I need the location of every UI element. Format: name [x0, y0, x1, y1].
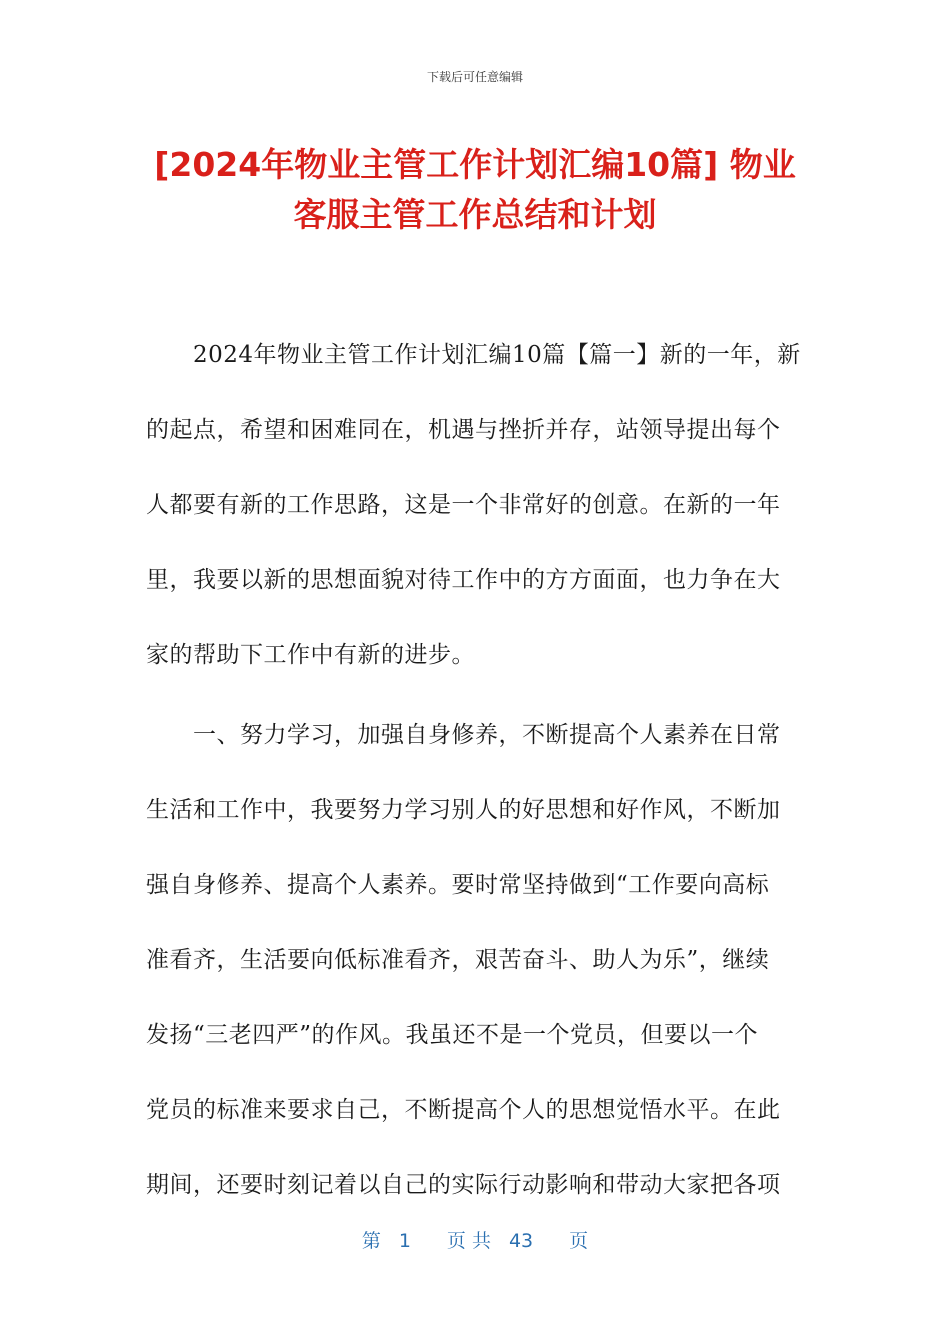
paragraph-1: [146, 318, 806, 693]
page-label-prefix: 第: [361, 1230, 381, 1252]
document-body: [146, 318, 806, 1228]
text-line: 家的帮助下工作中有新的进步。: [146, 642, 475, 668]
text-line: 党员的标准来要求自己，不断提高个人的思想觉悟水平。在此: [146, 1097, 781, 1123]
current-page-number: 1: [398, 1230, 411, 1252]
text-line: 生活和工作中，我要努力学习别人的好思想和好作风，不断加: [146, 797, 781, 823]
total-pages-number: 43: [508, 1230, 534, 1252]
text-line: 发扬“三老四严”的作风。我虽还不是一个党员，但要以一个: [146, 1022, 759, 1048]
text-line: 的起点，希望和困难同在，机遇与挫折并存，站领导提出每个: [146, 417, 781, 443]
text-line: 里，我要以新的思想面貌对待工作中的方方面面，也力争在大: [146, 567, 781, 593]
document-title: [110, 140, 840, 240]
paragraph-2: [146, 698, 806, 1223]
header-note: 下载后可任意编辑: [426, 70, 523, 84]
text-line: 强自身修养、提高个人素养。要时常坚持做到“工作要向高标: [146, 872, 770, 898]
title-line-1: [2024年物业主管工作计划汇编10篇] 物业: [154, 145, 796, 184]
text-line: 一、努力学习，加强自身修养，不断提高个人素养在日常: [146, 722, 781, 748]
text-line: 期间，还要时刻记着以自己的实际行动影响和带动大家把各项: [146, 1172, 781, 1198]
page-label-suffix: 页: [569, 1230, 589, 1252]
text-line: 2024年物业主管工作计划汇编10篇【篇一】新的一年，新: [146, 342, 801, 368]
text-line: 人都要有新的工作思路，这是一个非常好的创意。在新的一年: [146, 492, 781, 518]
title-line-2: 客服主管工作总结和计划: [293, 195, 657, 234]
page-label-mid: 页 共: [446, 1230, 491, 1252]
text-line: 准看齐，生活要向低标准看齐，艰苦奋斗、助人为乐”，继续: [146, 947, 770, 973]
page-footer: [0, 1226, 950, 1253]
